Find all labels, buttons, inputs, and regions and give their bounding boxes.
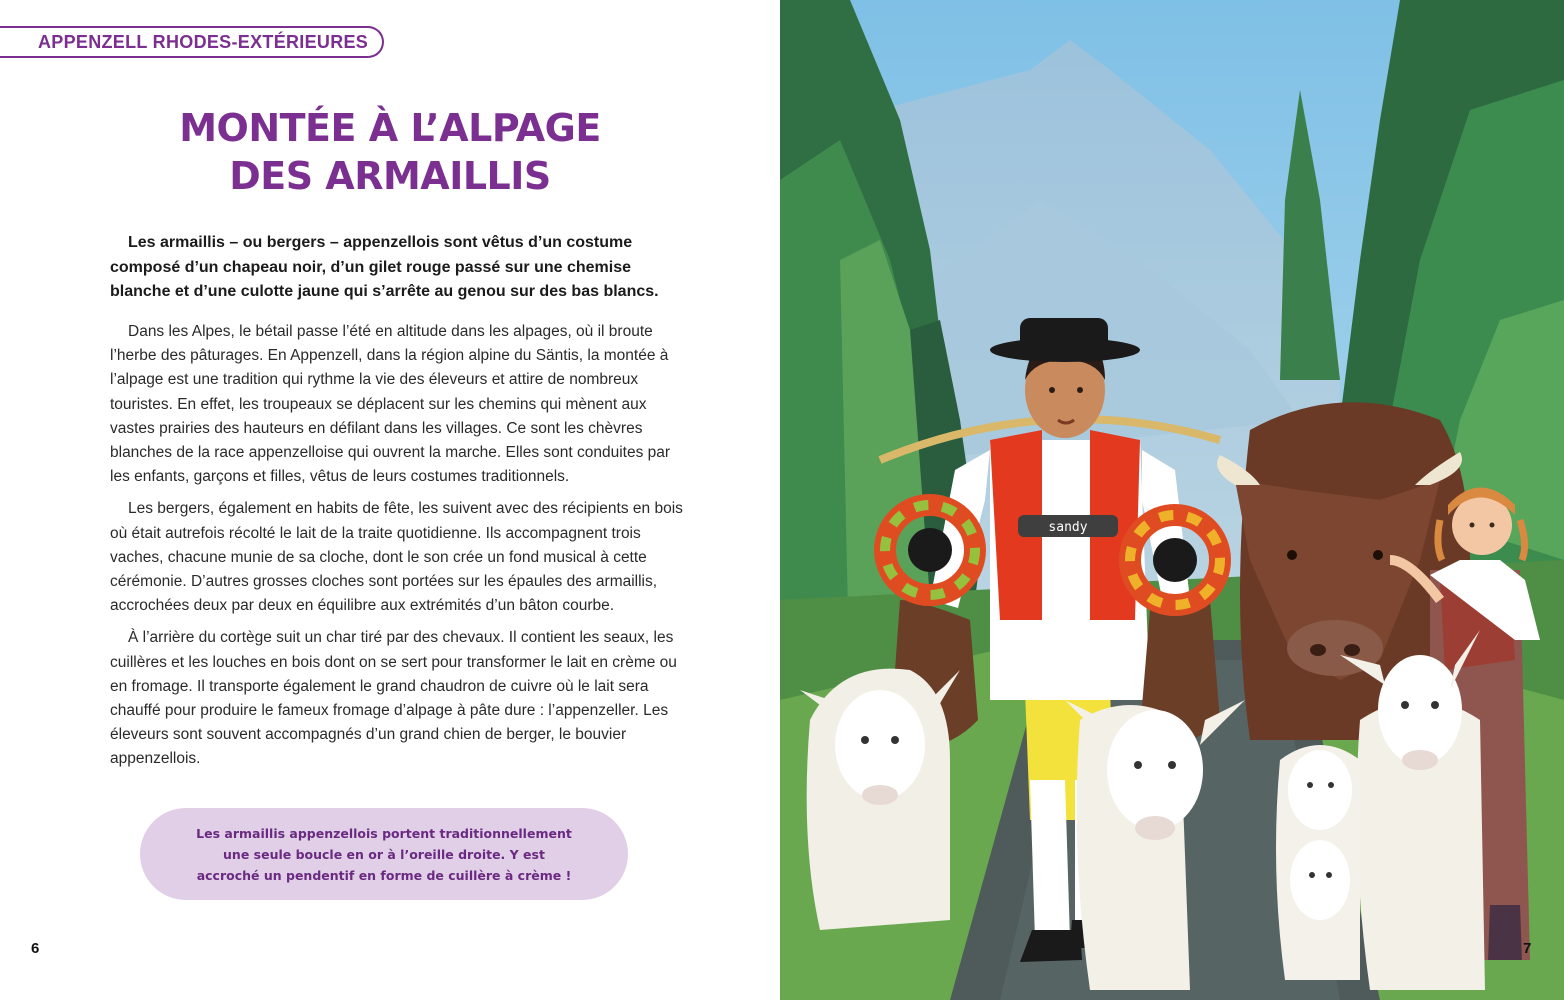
page-number-left: 6 xyxy=(31,940,40,957)
hat-crown xyxy=(1020,318,1108,354)
fun-fact-bubble xyxy=(140,808,628,900)
goat-small xyxy=(1276,745,1360,980)
section-tab: APPENZELL RHODES-EXTÉRIEURES xyxy=(0,26,384,58)
page-title xyxy=(110,104,670,200)
body-paragraph-3: À l’arrière du cortège suit un char tiré par des chevaux. Il contient les seaux, les cuillères et les louches en bois dont on se sert pour transformer le lait en crème ou en fromage. Il transporte également le grand chaudron de cuivre où le lait sera chauffé pour produire le fameux fromage d’alpage à pâte dure : l’appenzeller. Les éleveurs sont souvent accompagnés d’un grand chien de berger, le bouvier appenzellois. xyxy=(110,629,677,768)
page-title-line-1: MONTÉE À L’ALPAGE xyxy=(179,106,601,150)
body-text xyxy=(110,320,685,780)
illustration xyxy=(780,0,1564,1000)
belt-text: sandy xyxy=(1048,520,1088,535)
goat-left xyxy=(800,669,960,930)
fun-fact-text: Les armaillis appenzellois portent traditionnellement une seule boucle en or à l’oreille droite. Y est accroché un pendentif en forme de cuillère à crème ! xyxy=(196,825,572,883)
illustration-page xyxy=(780,0,1564,1000)
body-paragraph-1: Dans les Alpes, le bétail passe l’été en altitude dans les alpages, où il broute l’herbe des pâturages. En Appenzell, dans la région alpine du Säntis, la montée à l’alpage est une tradition qui rythme la vie des éleveurs et attire de nombreux touristes. En effet, les troupeaux se déplacent sur les chemins qui mènent aux vastes prairies des hauteurs en défilant dans les villages. Ce sont les chèvres blanches de la race appenzelloise qui ouvrent la marche. Elles sont conduites par les enfants, garçons et filles, vêtus de leurs costumes traditionnels. xyxy=(110,323,671,486)
left-page xyxy=(0,0,780,1000)
body-paragraph-2: Les bergers, également en habits de fête, les suivent avec des récipients en bois où était autrefois récolté le lait de la traite quotidienne. Ils accompagnent trois vaches, chacune munie de sa cloche, dont le son crée un fond musical à cette cérémonie. D’autres grosses cloches sont portées sur les épaules des armaillis, accrochées deux par deux en équilibre aux extrémités d’un bâton courbe. xyxy=(110,500,683,615)
page-title-line-2: DES ARMAILLIS xyxy=(229,154,551,198)
intro-paragraph: Les armaillis – ou bergers – appenzellois sont vêtus d’un costume composé d’un chapeau noir, d’un gilet rouge passé sur une chemise blanche et d’une culotte jaune qui s’arrête au genou sur des bas blancs. xyxy=(110,234,659,300)
page-number-right: 7 xyxy=(1523,940,1532,957)
